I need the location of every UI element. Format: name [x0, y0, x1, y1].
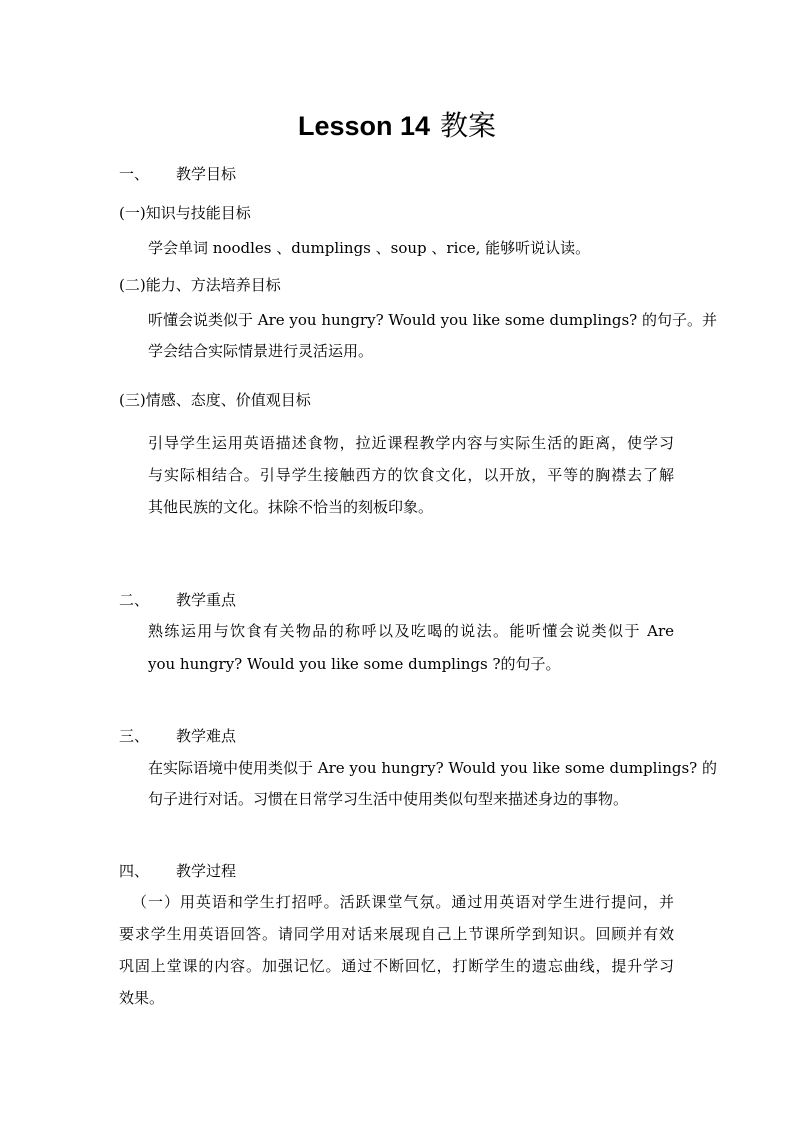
section-4-body-line-2: 要求学生用英语回答。请同学用对话来展现自己上节课所学到知识。回顾并有效: [119, 925, 674, 943]
section-1-number: 一、: [119, 165, 150, 183]
subsection-2-heading: (二)能力、方法培养目标: [119, 276, 281, 294]
section-4-body-line-1: （一）用英语和学生打招呼。活跃课堂气氛。通过用英语对学生进行提问，并: [132, 893, 674, 911]
section-2-heading: 教学重点: [176, 591, 237, 609]
document-title: [0, 106, 794, 146]
section-2-body-line-1: 熟练运用与饮食有关物品的称呼以及吃喝的说法。能听懂会说类似于 Are: [148, 622, 674, 640]
section-4-heading: 教学过程: [176, 862, 237, 880]
subsection-3-body-line-1: 引导学生运用英语描述食物，拉近课程教学内容与实际生活的距离，使学习: [148, 434, 674, 452]
section-4-body-line-3: 巩固上堂课的内容。加强记忆。通过不断回忆，打断学生的遗忘曲线，提升学习: [119, 957, 674, 975]
section-1-heading: 教学目标: [176, 165, 237, 183]
section-3-body-line-1: 在实际语境中使用类似于 Are you hungry? Would you like some dumplings? 的: [148, 759, 717, 777]
section-3-body-line-2: 句子进行对话。习惯在日常学习生活中使用类似句型来描述身边的事物。: [148, 790, 629, 808]
subsection-2-body-line-1: 听懂会说类似于 Are you hungry? Would you like some dumplings? 的句子。并: [148, 311, 717, 329]
subsection-3-heading: (三)情感、态度、价值观目标: [119, 391, 311, 409]
title-latin: Lesson 14: [297, 111, 431, 141]
section-3-heading: 教学难点: [176, 727, 237, 745]
subsection-1-body: 学会单词 noodles 、dumplings 、soup 、rice, 能够听说认读。: [148, 239, 591, 257]
subsection-3-body-line-2: 与实际相结合。引导学生接触西方的饮食文化，以开放，平等的胸襟去了解: [148, 466, 674, 484]
section-2-body-line-2: you hungry? Would you like some dumplings ?的句子。: [148, 655, 561, 673]
section-4-number: 四、: [119, 862, 150, 880]
section-2-number: 二、: [119, 591, 150, 609]
subsection-3-body-line-3: 其他民族的文化。抹除不恰当的刻板印象。: [148, 498, 434, 516]
subsection-1-heading: (一)知识与技能目标: [119, 204, 251, 222]
section-4-body-line-4: 效果。: [119, 989, 165, 1007]
title-cjk: 教案: [440, 109, 497, 142]
section-3-number: 三、: [119, 727, 150, 745]
subsection-2-body-line-2: 学会结合实际情景进行灵活运用。: [148, 342, 374, 360]
